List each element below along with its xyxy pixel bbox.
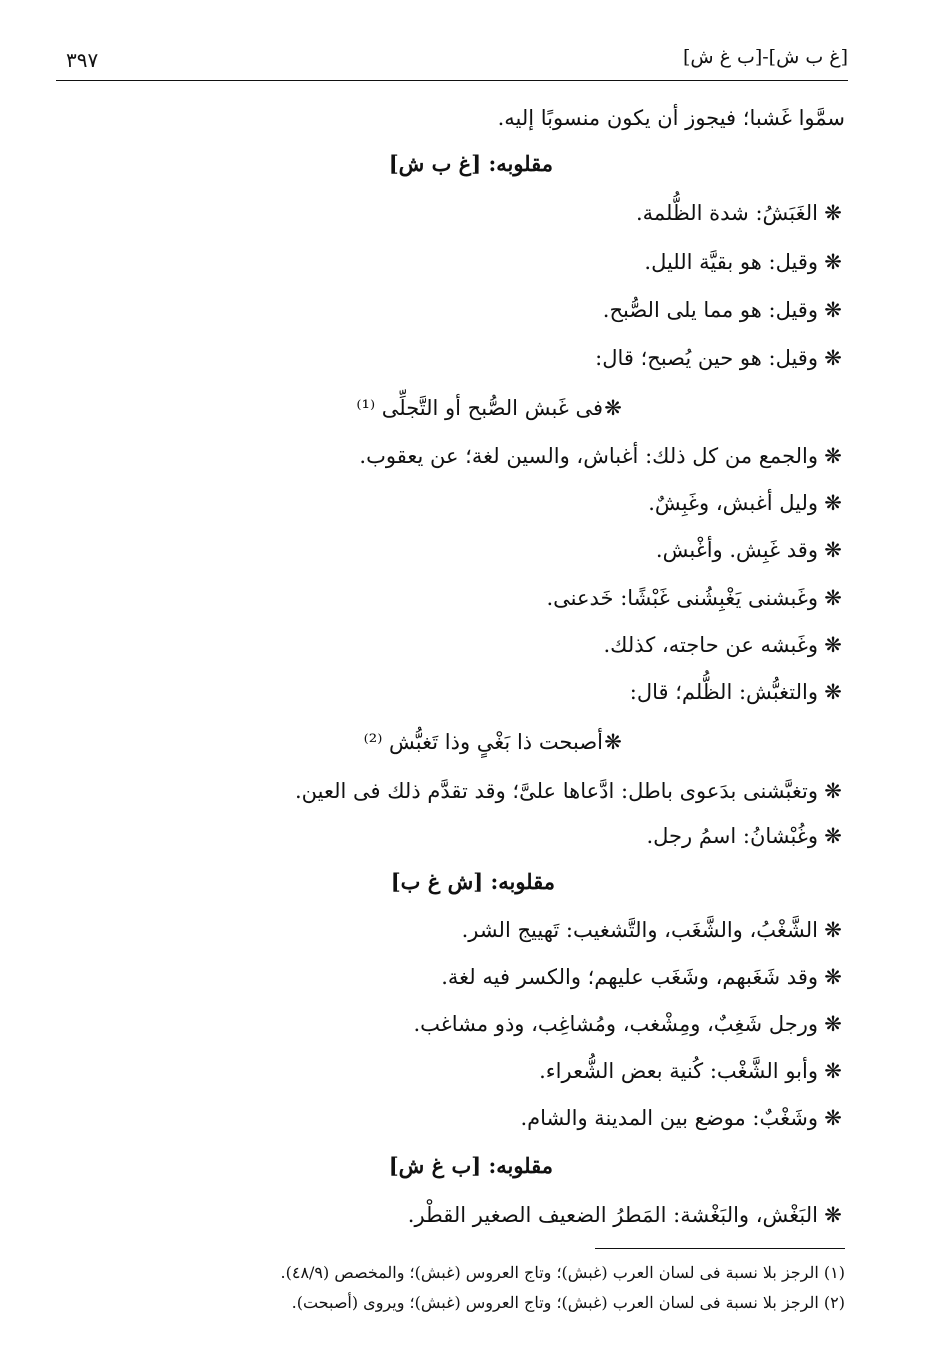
entry-line: وغَبشه عن حاجته، كذلك. [603, 633, 818, 657]
section-heading: مقلوبه: [ب غ ش] [388, 1153, 553, 1178]
section-heading: مقلوبه: [غ ب ش] [388, 151, 553, 176]
asterisk-icon: ❋ [824, 1012, 842, 1036]
entry-line: وغَبشنى يَغْبِشُنى غَبْشًا: خَدعنى. [546, 586, 818, 610]
entry-line: وغُبْشانُ: اسمُ رجل. [646, 824, 818, 848]
page-reference: [غ ب ش]-[ب غ ش] [682, 46, 848, 68]
entry-line: وليل أغبش، وغَبِشٌ. [648, 491, 818, 515]
verse-line: فى غَبش الصُّبح أو التَّجلِّى ⁽¹⁾ [356, 396, 603, 420]
header-divider [56, 80, 848, 81]
entry-line: وشَغْبٌ: موضع بين المدينة والشام. [520, 1106, 818, 1130]
asterisk-icon: ❋ [824, 633, 842, 657]
asterisk-icon: ❋ [604, 730, 622, 754]
asterisk-icon: ❋ [824, 680, 842, 704]
intro-line: سمَّوا غَشبا؛ فيجوز أن يكون منسوبًا إليه. [497, 106, 845, 130]
footnote: (٢) الرجز بلا نسبة فى لسان العرب (غبش)؛ وتاج العروس (غبش)؛ ويروى (أصبحت). [291, 1293, 845, 1312]
section-heading: مقلوبه: [ش غ ب] [390, 869, 555, 894]
entry-line: وقيل: هو بقيَّة الليل. [644, 250, 818, 274]
asterisk-icon: ❋ [824, 1059, 842, 1083]
asterisk-icon: ❋ [824, 824, 842, 848]
asterisk-icon: ❋ [824, 1203, 842, 1227]
asterisk-icon: ❋ [824, 491, 842, 515]
entry-line: وأبو الشَّغْب: كُنية بعض الشُّعراء. [539, 1059, 818, 1083]
entry-line: وقد غَبِش. وأغْبش. [655, 538, 818, 562]
asterisk-icon: ❋ [824, 918, 842, 942]
asterisk-icon: ❋ [824, 538, 842, 562]
footnote: (١) الرجز بلا نسبة فى لسان العرب (غبش)؛ وتاج العروس (غبش)؛ والمخصص (٤٨/٩). [280, 1263, 845, 1282]
entry-line: والجمع من كل ذلك: أغباش، والسين لغة؛ عن يعقوب. [359, 444, 818, 468]
entry-line: وقيل: هو مما يلى الصُّبح. [602, 298, 818, 322]
entry-line: والتغبُّش: الظُّلم؛ قال: [629, 680, 818, 704]
entry-line: وتغبَّشنى بدَعوى باطل: ادَّعاها علىَّ؛ وقد تقدَّم ذلك فى العين. [294, 779, 818, 803]
page-number: ٣٩٧ [66, 48, 99, 72]
asterisk-icon: ❋ [824, 444, 842, 468]
entry-line: ورجل شَغِبٌ، ومِشْغب، ومُشاغِب، وذو مشاغب. [413, 1012, 818, 1036]
asterisk-icon: ❋ [824, 779, 842, 803]
asterisk-icon: ❋ [824, 346, 842, 370]
entry-line: الغَبَشُ: شدة الظُّلمة. [635, 201, 818, 225]
entry-line: وقد شَغَبهم، وشَغَب عليهم؛ والكسر فيه لغة. [441, 965, 818, 989]
entry-line: الشَّغْبُ، والشَّغَب، والتَّشغيب: تَهييج الشر. [461, 918, 818, 942]
asterisk-icon: ❋ [824, 965, 842, 989]
verse-line: أصبحت ذا بَغْىٍ وذا تَغبُّش ⁽²⁾ [363, 730, 603, 754]
asterisk-icon: ❋ [824, 298, 842, 322]
asterisk-icon: ❋ [604, 396, 622, 420]
asterisk-icon: ❋ [824, 250, 842, 274]
asterisk-icon: ❋ [824, 201, 842, 225]
asterisk-icon: ❋ [824, 1106, 842, 1130]
running-header [56, 40, 848, 80]
asterisk-icon: ❋ [824, 586, 842, 610]
entry-line: البَغْش، والبَغْشة: المَطرُ الضعيف الصغير القطْر. [407, 1203, 818, 1227]
entry-line: وقيل: هو حين يُصبح؛ قال: [595, 346, 818, 370]
footnote-divider [595, 1248, 845, 1249]
